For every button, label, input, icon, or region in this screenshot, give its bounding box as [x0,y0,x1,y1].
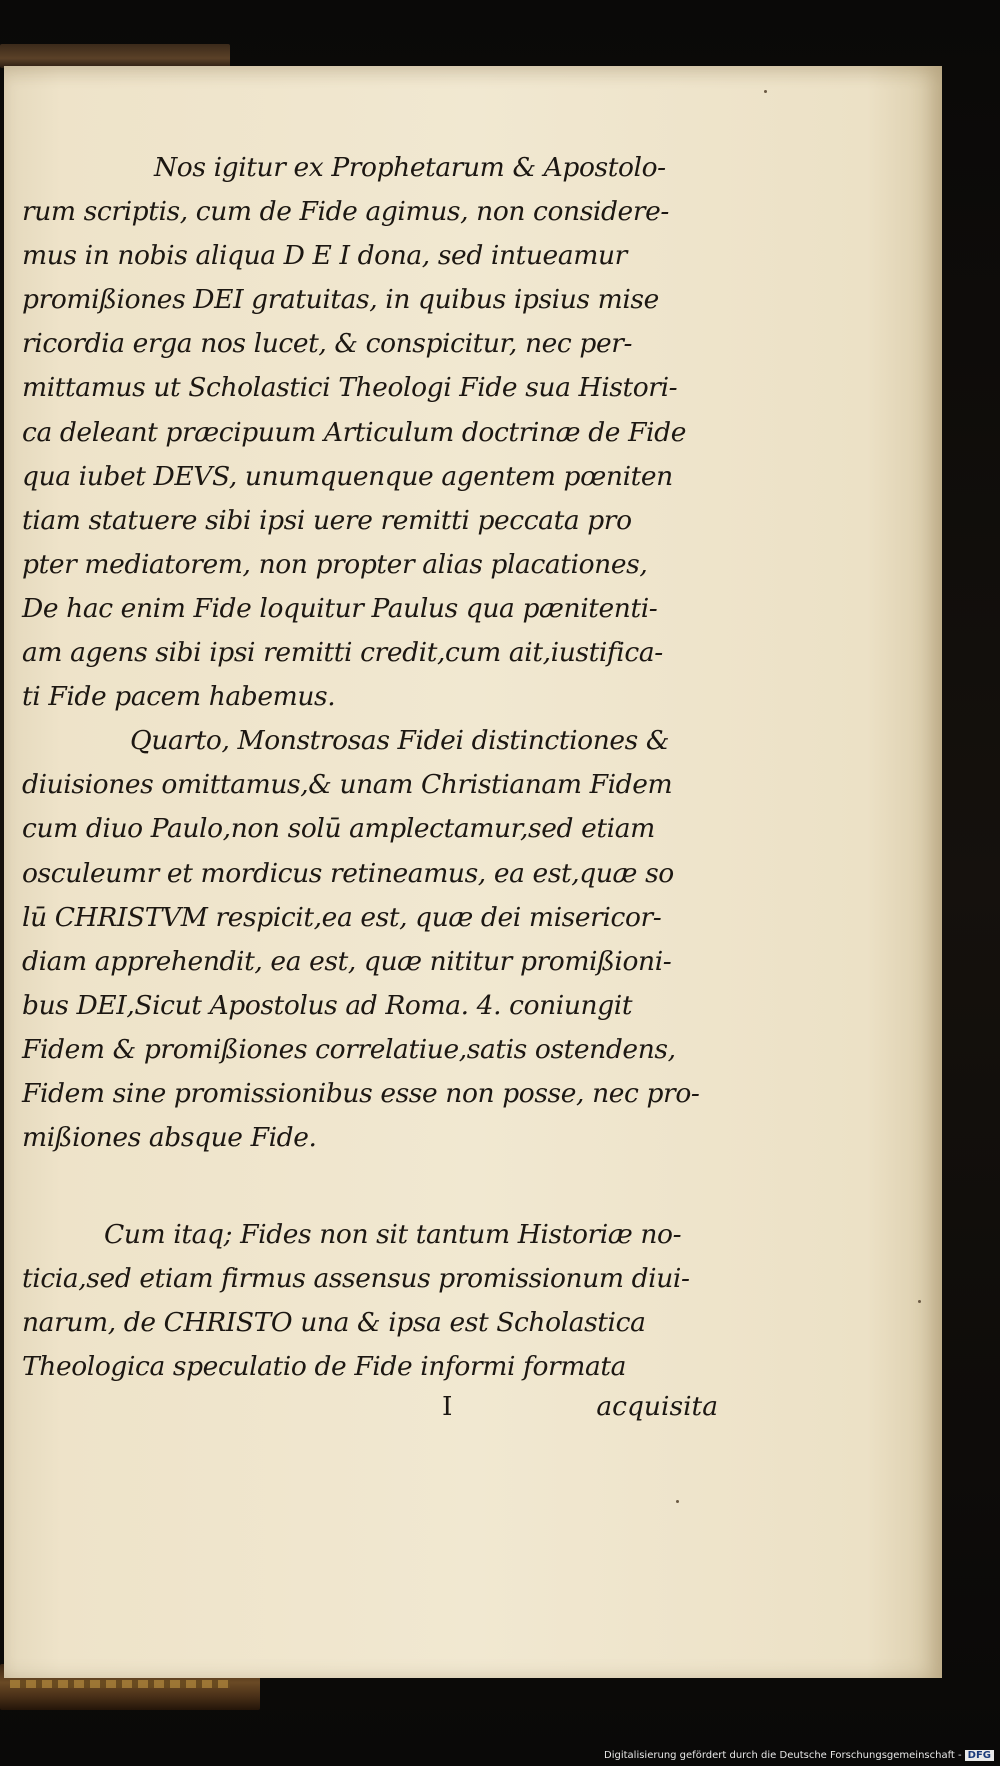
page-text [22,146,718,1390]
paper-speck [764,90,767,93]
credit-text: Digitalisierung gefördert durch die Deutsche Forschungsgemeinschaft - [604,1750,962,1761]
text-line: narum, de CHRISTO una & ipsa est Scholastica [22,1307,646,1339]
book-page [4,66,942,1678]
binding-cover-top [0,44,230,68]
text-line: lū CHRISTVM respicit,ea est, quæ dei misericor- [22,901,662,933]
text-line: cum diuo Paulo,non solū amplectamur,sed etiam [22,813,655,845]
text-line: pter mediatorem, non propter alias placationes, [22,548,648,580]
text-line: rum scriptis, cum de Fide agimus, non considere- [22,196,669,228]
text-line: Theologica speculatio de Fide informi formata [22,1351,627,1383]
text-line: promißiones DEI gratuitas, in quibus ipsius mise [22,284,659,316]
text-line: Fidem & promißiones correlatiue,satis ostendens, [22,1033,676,1065]
text-line: ticia,sed etiam firmus assensus promissionum diui- [22,1263,690,1295]
paragraph-gap [22,1160,718,1213]
digitization-credit [604,1750,994,1761]
text-line: De hac enim Fide loquitur Paulus qua pænitenti- [22,592,658,624]
text-line: Cum itaq; Fides non sit tantum Historiæ no- [104,1219,682,1251]
text-line: qua iubet DEVS, unumquenque agentem pœniten [22,460,673,492]
text-line: diuisiones omittamus,& unam Christianam Fidem [22,769,673,801]
binding-gilt-edge [10,1680,230,1688]
text-line: mus in nobis aliqua D E I dona, sed intueamur [22,240,627,272]
text-line: mißiones absque Fide. [22,1122,317,1154]
paper-speck [918,1300,921,1303]
text-line: tiam statuere sibi ipsi uere remitti peccata pro [22,504,632,536]
text-line: am agens sibi ipsi remitti credit,cum ait,iustifica- [22,637,663,669]
text-line: mittamus ut Scholastici Theologi Fide sua Histori- [22,372,678,404]
text-line: diam apprehendit, ea est, quæ nititur promißioni- [22,945,672,977]
text-line: ti Fide pacem habemus. [22,681,336,713]
catchword: acquisita [596,1391,718,1422]
page-foot-line [22,1391,718,1435]
text-line: ca deleant præcipuum Articulum doctrinæ de Fide [22,416,686,448]
text-line: Quarto, Monstrosas Fidei distinctiones & [130,725,670,757]
text-line: ricordia erga nos lucet, & conspicitur, nec per- [22,328,633,360]
dfg-logo: DFG [965,1750,994,1761]
text-line: osculeumr et mordicus retineamus, ea est,quæ so [22,857,674,889]
paper-speck [676,1500,679,1503]
signature-mark: I [442,1391,453,1422]
text-line: bus DEI,Sicut Apostolus ad Roma. 4. coniungit [22,989,633,1021]
text-line: Nos igitur ex Prophetarum & Apostolo- [154,152,666,183]
text-line: Fidem sine promissionibus esse non posse, nec pro- [22,1077,700,1109]
